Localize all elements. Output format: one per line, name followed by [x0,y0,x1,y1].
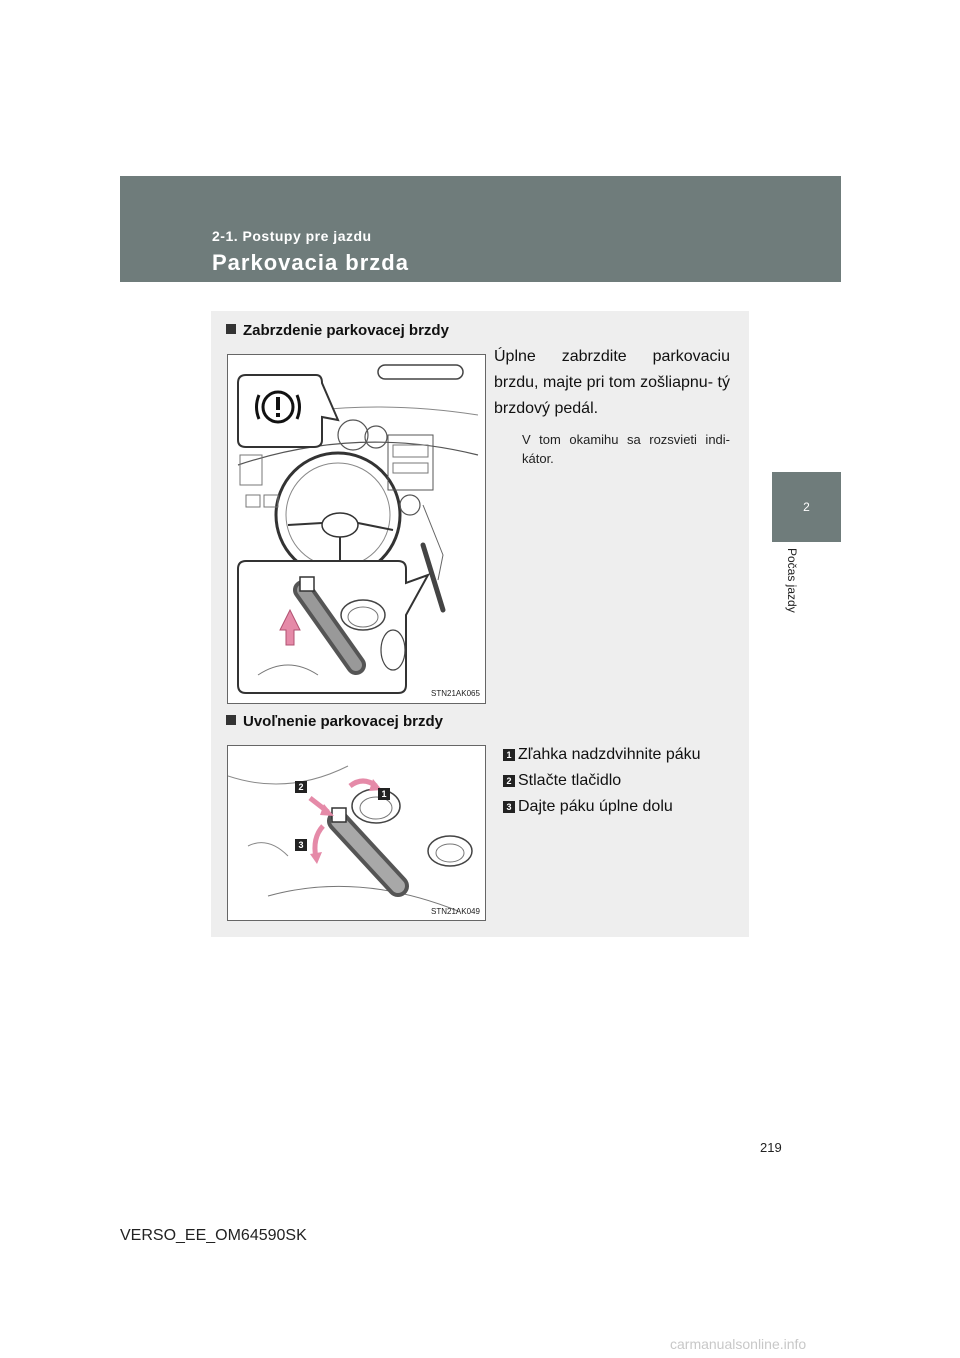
page-number: 219 [760,1140,782,1155]
release-figure [227,745,486,921]
step-item [503,768,701,794]
page-title: Parkovacia brzda [212,250,409,275]
chapter-number: 2 [803,500,810,514]
release-heading [226,713,443,730]
watermark: carmanualsonline.info [670,1336,807,1352]
release-figure-code: STN21AK049 [431,907,480,916]
engage-instruction: Úplne zabrzdite parkovaciu brzdu, majte pri tom zošliapnu- tý brzdový pedál. [494,348,730,417]
step-text: Zľahka nadzdvihnite páku [518,746,701,763]
square-bullet-icon [226,715,236,725]
release-heading-text: Uvoľnenie parkovacej brzdy [243,713,444,730]
callout-2: 2 [295,781,307,793]
chapter-tab[interactable] [772,472,841,542]
lever-release-illustration [228,746,485,920]
dashboard-illustration [228,355,485,703]
engage-heading [226,322,449,339]
step-item [503,742,701,768]
step-text: Stlačte tlačidlo [518,772,622,789]
header-bar [120,176,841,282]
engage-heading-text: Zabrzdenie parkovacej brzdy [243,322,449,339]
section-label: 2-1. Postupy pre jazdu [212,228,372,244]
engage-figure [227,354,486,704]
engage-note: V tom okamihu sa rozsvieti indi- kátor. [522,432,730,466]
step-number: 2 [503,775,515,787]
step-text: Dajte páku úplne dolu [518,798,673,815]
square-bullet-icon [226,324,236,334]
callout-1: 1 [378,788,390,800]
step-number: 1 [503,749,515,761]
document-code: VERSO_EE_OM64590SK [120,1227,307,1244]
chapter-title: Počas jazdy [785,548,799,613]
engage-figure-code: STN21AK065 [431,689,480,698]
release-steps [503,742,701,820]
step-item [503,794,701,820]
step-number: 3 [503,801,515,813]
callout-3: 3 [295,839,307,851]
